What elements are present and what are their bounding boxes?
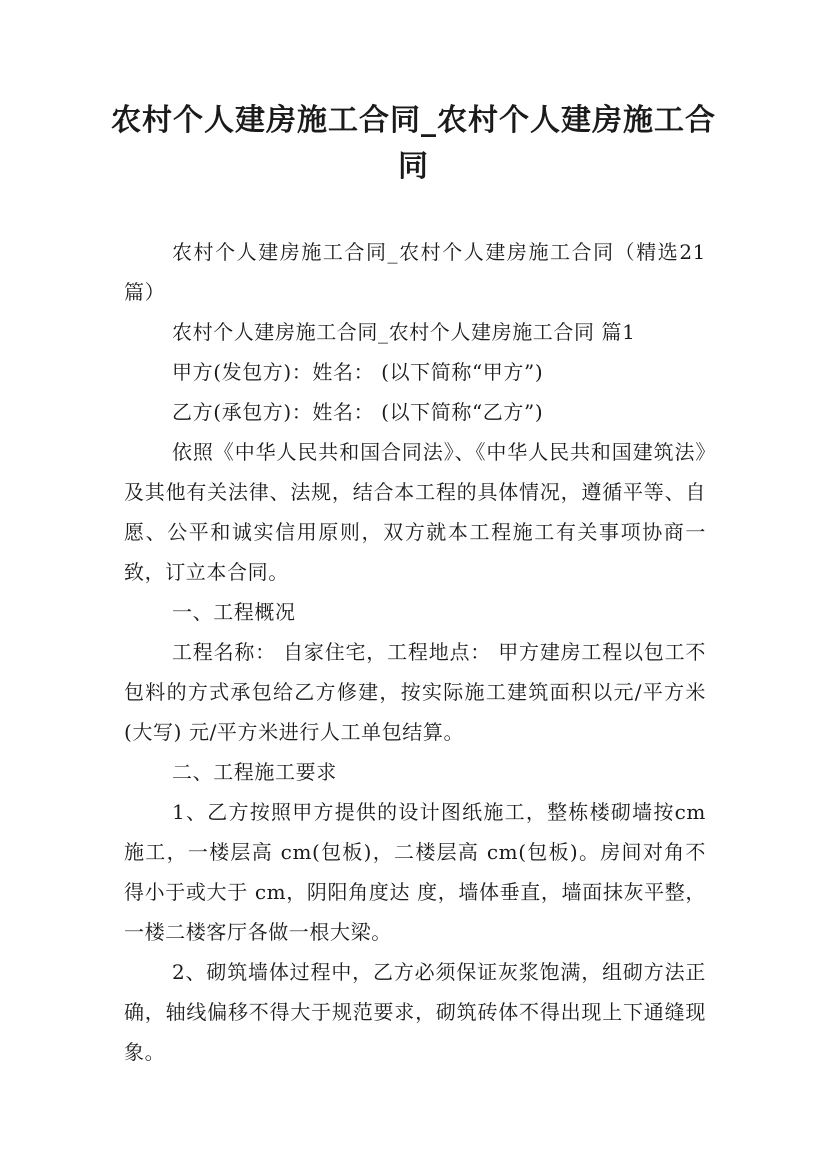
document-title: 农村个人建房施工合同_农村个人建房施工合同 bbox=[111, 103, 716, 184]
paragraph-project-details: 工程名称： 自家住宅，工程地点： 甲方建房工程以包工不包料的方式承包给乙方修建，按实际施工建筑面积以元/平方米(大写) 元/平方米进行人工单包结算。 bbox=[124, 640, 706, 744]
paragraph-section-heading: 农村个人建房施工合同_农村个人建房施工合同 篇1 bbox=[172, 320, 636, 344]
paragraph-preamble: 依照《中华人民共和国合同法》、《中华人民共和国建筑法》及其他有关法律、法规，结合本工程的具体情况，遵循平等、自愿、公平和诚实信用原则，双方就本工程施工有关事项协商一致，订立本合同。 bbox=[124, 440, 706, 584]
document-body bbox=[124, 232, 706, 1072]
paragraph-party-a: 甲方(发包方)：姓名： (以下简称“甲方”) bbox=[172, 360, 544, 384]
paragraph-heading-requirements: 二、工程施工要求 bbox=[172, 760, 337, 784]
paragraph-requirement-1: 1、乙方按照甲方提供的设计图纸施工，整栋楼砌墙按cm施工，一楼层高 cm(包板)，二楼层高 cm(包板)。房间对角不得小于或大于 cm，阴阳角度达 度，墙体垂直，墙面抹灰平整，一楼二楼客厅各做一根大梁。 bbox=[124, 800, 706, 944]
paragraph-heading-overview: 一、工程概况 bbox=[172, 600, 296, 624]
paragraph-subtitle: 农村个人建房施工合同_农村个人建房施工合同（精选21篇） bbox=[124, 240, 706, 304]
paragraph-requirement-2: 2、砌筑墙体过程中，乙方必须保证灰浆饱满，组砌方法正确，轴线偏移不得大于规范要求，砌筑砖体不得出现上下通缝现象。 bbox=[124, 960, 706, 1064]
paragraph-party-b: 乙方(承包方)：姓名： (以下简称“乙方”) bbox=[172, 400, 544, 424]
